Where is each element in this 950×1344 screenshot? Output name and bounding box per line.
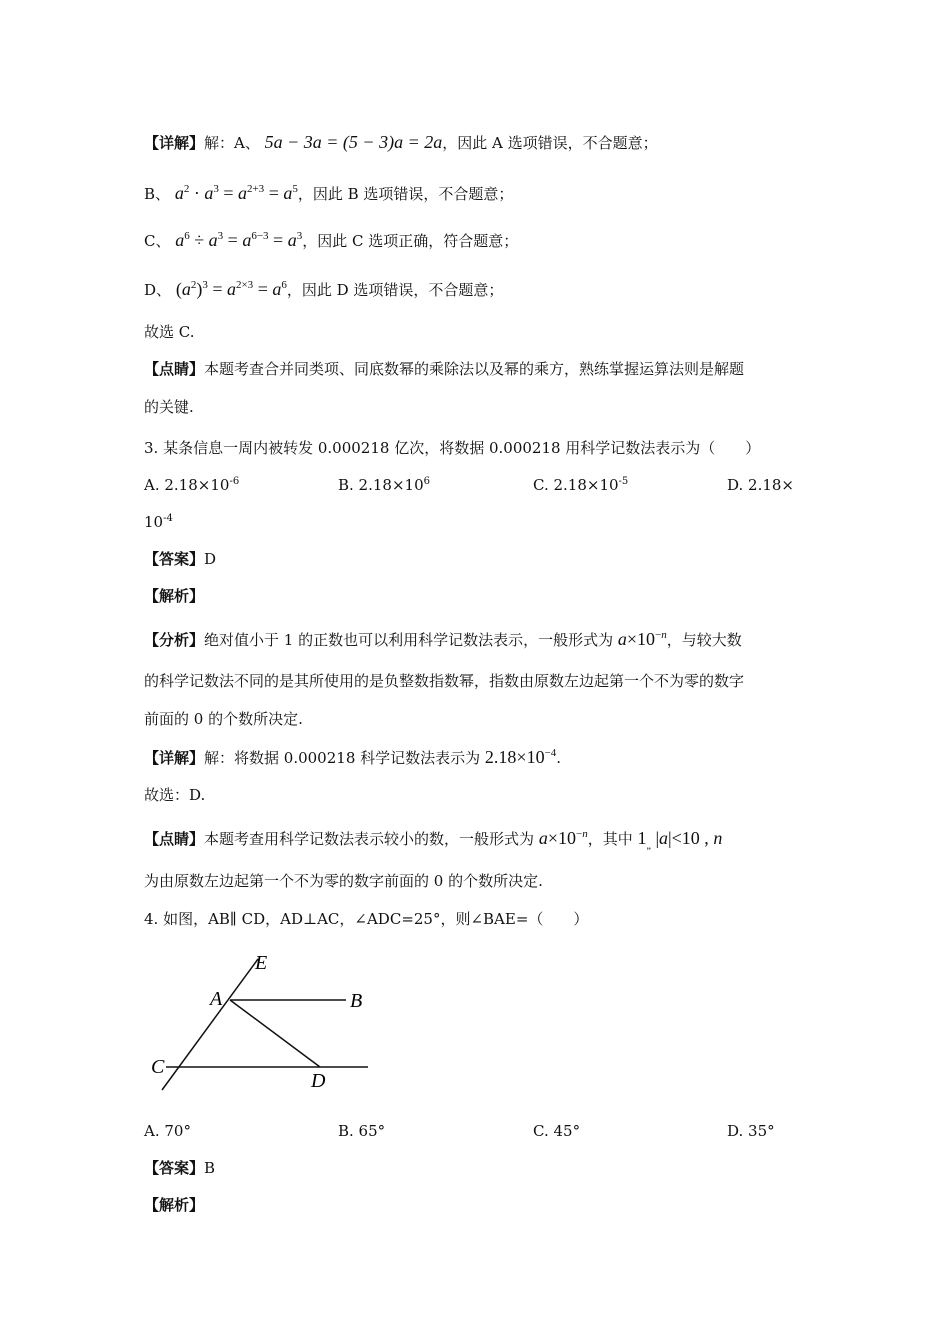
point-c-label: C: [151, 1056, 165, 1078]
q3-option-b: B. $2.18\times 10^6$: [338, 476, 430, 494]
option-d-lead: D、: [144, 281, 172, 299]
q3-answer: D: [204, 550, 217, 568]
q4-stem: 4. 如图，AB∥ CD，AD⊥AC，∠ADC=25°，则∠BAE=（ ）: [144, 910, 589, 928]
q3-comment-1b: ，其中: [587, 830, 633, 848]
q3-analysis-formula: $a\times 10^{-n}$: [617, 629, 667, 649]
point-a-label: A: [210, 988, 223, 1010]
option-d-math: $(a^2)^3 = a^{2\times 3} = a^6$: [175, 279, 287, 299]
line-ad: [230, 1000, 320, 1067]
option-b-tail: ，因此 B 选项错误，不合题意；: [297, 185, 514, 203]
q3-analysis-3: 前面的 0 的个数所决定.: [144, 710, 303, 728]
q4-answer-label: 【答案】: [144, 1159, 205, 1177]
q3-comment-range: $1_„$ |a|<10 , n: [637, 828, 723, 852]
comment-text-2: 的关键.: [144, 398, 194, 416]
point-b-label: B: [350, 990, 363, 1012]
q4-option-b: B. 65°: [338, 1122, 386, 1140]
choose-c: 故选 C.: [144, 323, 195, 341]
comment-label: 【点睛】: [144, 360, 205, 378]
option-c-lead: C、: [144, 232, 171, 250]
q3-stem: 3. 某条信息一周内被转发 0.000218 亿次，将数据 0.000218 用科学记数法表示为（ ）: [144, 439, 761, 457]
q3-comment-2: 为由原数左边起第一个不为零的数字前面的 0 的个数所决定.: [144, 872, 543, 890]
q3-detail-formula: $2.18\times 10^{-4}$: [484, 747, 557, 767]
q4-option-c: C. 45°: [533, 1122, 581, 1140]
q3-analysis-head: 【解析】: [144, 587, 205, 605]
option-c-math: $a^6 \div a^3 = a^{6-3} = a^3$: [175, 230, 303, 250]
geometry-figure: [140, 945, 390, 1095]
q3-option-c: C. $2.18\times 10^{-5}$: [533, 476, 629, 494]
q4-option-a: A. 70°: [144, 1122, 191, 1140]
option-d-tail: ，因此 D 选项错误，不合题意；: [286, 281, 504, 299]
option-b-math: $a^2 \cdot a^3 = a^{2+3} = a^5$: [174, 183, 298, 203]
q3-answer-label: 【答案】: [144, 550, 205, 568]
detail-label: 【详解】: [144, 134, 205, 152]
q3-comment-label: 【点睛】: [144, 830, 205, 848]
q3-comment-formula: $a\times 10^{-n}$: [538, 828, 588, 848]
q3-option-a: A. $2.18\times 10^{-6}$: [144, 476, 240, 494]
option-c-tail: ，因此 C 选项正确，符合题意；: [302, 232, 519, 250]
point-d-label: D: [311, 1070, 326, 1092]
q4-analysis-head: 【解析】: [144, 1196, 205, 1214]
q3-detail-post: .: [556, 749, 562, 767]
q3-detail-label: 【详解】: [144, 749, 205, 767]
q4-option-d: D. 35°: [727, 1122, 775, 1140]
q3-analysis-1b: ，与较大数: [666, 631, 742, 649]
q3-analysis-label: 【分析】: [144, 631, 205, 649]
q3-option-d: D. 2.18×: [727, 476, 794, 494]
comment-text-1: 本题考查合并同类项、同底数幂的乘除法以及幂的乘方，熟练掌握运算法则是解题: [204, 360, 745, 378]
q4-answer: B: [204, 1159, 216, 1177]
option-b-lead: B、: [144, 185, 171, 203]
option-a-tail: ，因此 A 选项错误，不合题意；: [442, 134, 658, 152]
q3-option-d-wrap: $10^{-4}$: [144, 513, 173, 531]
q3-choose: 故选：D.: [144, 786, 206, 804]
q3-analysis-2: 的科学记数法不同的是其所使用的是负整数指数幂，指数由原数左边起第一个不为零的数字: [144, 672, 745, 690]
q3-analysis-1a: 绝对值小于 1 的正数也可以利用科学记数法表示，一般形式为: [204, 631, 614, 649]
option-a-lead: 解：A、: [204, 134, 260, 152]
q3-comment-1a: 本题考查用科学记数法表示较小的数，一般形式为: [204, 830, 535, 848]
point-e-label: E: [255, 952, 268, 974]
line-ce: [162, 959, 258, 1090]
option-a-math: 5a − 3a = (5 − 3)a = 2a: [264, 132, 443, 152]
q3-detail-pre: 解：将数据 0.000218 科学记数法表示为: [204, 749, 481, 767]
